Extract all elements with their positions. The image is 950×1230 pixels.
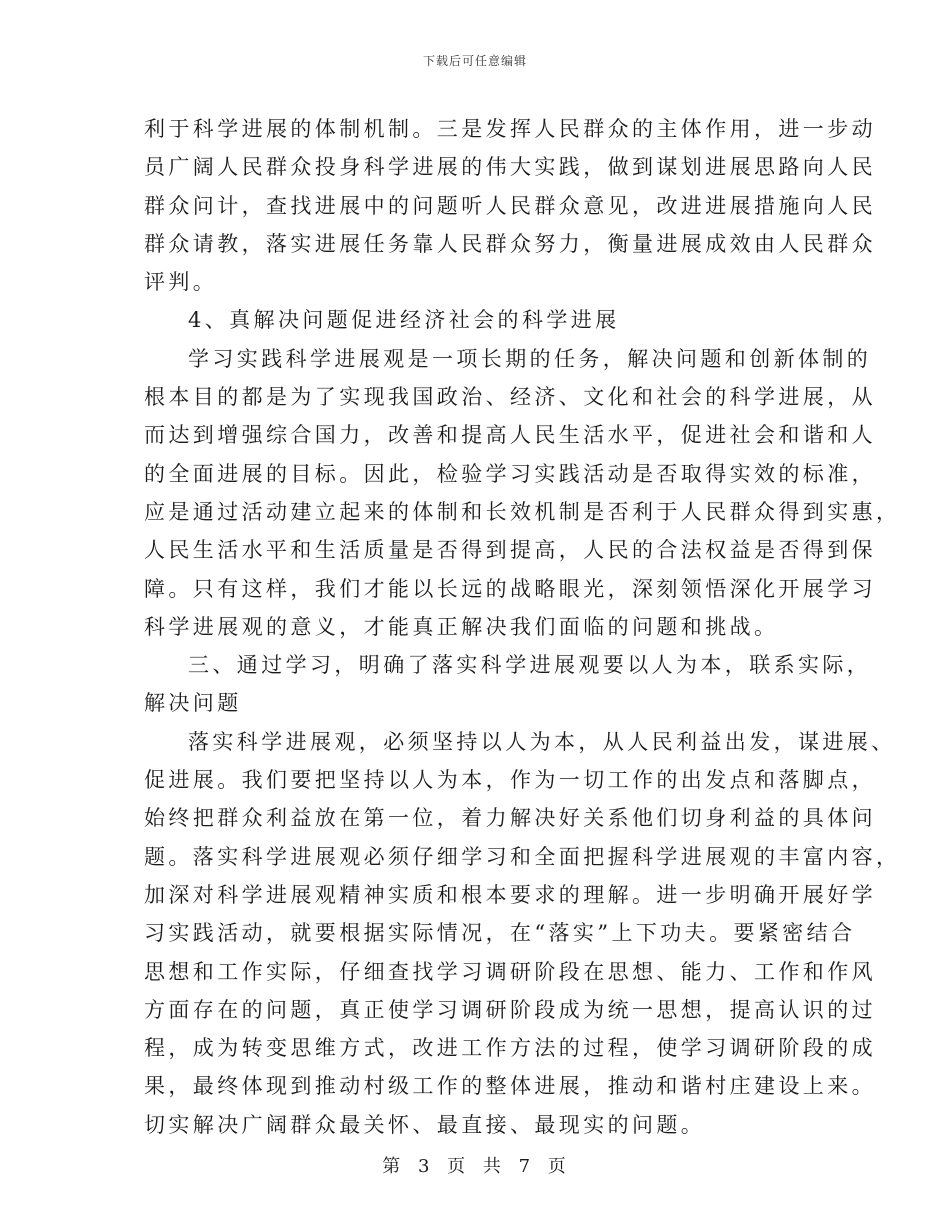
body-line: 方面存在的问题，真正使学习调研阶段成为统一思想，提高认识的过 — [144, 997, 876, 1022]
body-line: 思想和工作实际，仔细查找学习调研阶段在思想、能力、工作和作风 — [144, 959, 876, 984]
body-line: 根本目的都是为了实现我国政治、经济、文化和社会的科学进展，从 — [144, 385, 876, 410]
body-line: 评判。 — [144, 270, 218, 295]
body-line: 促进展。我们要把坚持以人为本，作为一切工作的出发点和落脚点， — [144, 768, 876, 793]
body-line: 利于科学进展的体制机制。三是发挥人民群众的主体作用，进一步动 — [144, 117, 876, 141]
body-line: 人民生活水平和生活质量是否得到提高，人民的合法权益是否得到保 — [144, 538, 876, 563]
body-line: 加深对科学进展观精神实质和根本要求的理解。进一步明确开展好学 — [144, 882, 876, 907]
body-line: 应是通过活动建立起来的体制和长效机制是否利于人民群众得到实惠， — [144, 499, 901, 524]
body-line: 群众请教，落实进展任务靠人民群众努力，衡量进展成效由人民群众 — [144, 231, 876, 256]
section-heading: 三、通过学习，明确了落实科学进展观要以人为本，联系实际， — [188, 653, 872, 678]
section-heading: 4、真解决问题促进经济社会的科学进展 — [188, 308, 620, 333]
body-line: 群众问计，查找进展中的问题听人民群众意见，改进进展措施向人民 — [144, 193, 876, 218]
body-line: 题。落实科学进展观必须仔细学习和全面把握科学进展观的丰富内容， — [144, 844, 901, 869]
body-line: 程，成为转变思维方式，改进工作方法的过程，使学习调研阶段的成 — [144, 1036, 876, 1061]
page-header: 下载后可任意编辑 — [422, 54, 527, 68]
body-line: 习实践活动，就要根据实际情况，在“落实”上下功夫。要紧密结合 — [144, 921, 856, 946]
paragraph-start: 落实科学进展观，必须坚持以人为本，从人民利益出发，谋进展、 — [188, 729, 896, 754]
body-line: 障。只有这样，我们才能以长远的战略眼光，深刻领悟深化开展学习 — [144, 576, 876, 601]
document-body — [144, 110, 901, 1144]
body-line: 员广阔人民群众投身科学进展的伟大实践，做到谋划进展思路向人民 — [144, 155, 876, 180]
body-line: 的全面进展的目标。因此，检验学习实践活动是否取得实效的标准， — [144, 461, 876, 486]
page-footer: 第 3 页 共 7 页 — [382, 1156, 568, 1177]
body-line: 始终把群众利益放在第一位，着力解决好关系他们切身利益的具体问 — [144, 806, 876, 831]
body-line: 果，最终体现到推动村级工作的整体进展，推动和谐村庄建设上来。 — [144, 1074, 876, 1099]
body-line: 而达到增强综合国力，改善和提高人民生活水平，促进社会和谐和人 — [144, 423, 876, 448]
body-line: 切实解决广阔群众最关怀、最直接、最现实的问题。 — [144, 1112, 706, 1137]
paragraph-start: 学习实践科学进展观是一项长期的任务，解决问题和创新体制的 — [188, 346, 872, 371]
section-heading-continued: 解决问题 — [144, 691, 242, 716]
body-line: 科学进展观的意义，才能真正解决我们面临的问题和挑战。 — [144, 614, 779, 639]
